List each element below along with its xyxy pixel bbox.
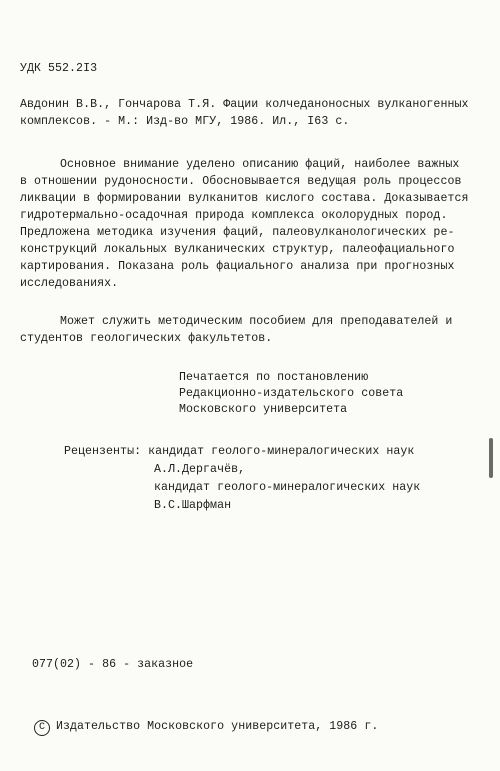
usage-note-line-2: студентов геологических факультетов. (20, 332, 273, 345)
abstract-line: конструкций локальных вулканических структур, палеофациального (20, 243, 455, 256)
reviewers-line-3: кандидат геолого-минералогических наук (154, 481, 421, 494)
publication-approval-line-3: Московского университета (179, 403, 348, 416)
publication-approval-line-1: Печатается по постановлению (179, 371, 369, 384)
abstract-line: гидротермально-осадочная природа комплекса околорудных пород. (20, 209, 448, 222)
abstract-line: исследованиях. (20, 277, 119, 290)
scan-mark (489, 438, 493, 478)
abstract-line: Предложена методика изучения фаций, палеовулканологических ре- (20, 226, 455, 239)
abstract-line: в отношении рудоносности. Обосновывается ведущая роль процессов (20, 175, 462, 188)
reviewer-name-1: А.Л.Дергачёв, (154, 463, 246, 476)
copyright-icon: C (34, 720, 50, 736)
order-code: 077(02) - 86 - заказное (32, 658, 194, 671)
abstract-line: картирования. Показана роль фациального анализа при прогнозных (20, 260, 455, 273)
bibliographic-line-1: Авдонин В.В., Гончарова Т.Я. Фации колчеданоносных вулканогенных (20, 98, 469, 111)
publication-approval-line-2: Редакционно-издательского совета (179, 387, 404, 400)
reviewers-line-1: Рецензенты: кандидат геолого-минералогических наук (64, 445, 415, 458)
abstract-line: ликвации в формировании вулканитов кислого состава. Доказывается (20, 192, 469, 205)
usage-note-line-1: Может служить методическим пособием для преподавателей и (60, 315, 453, 328)
reviewer-name-2: В.С.Шарфман (154, 499, 232, 512)
abstract-line: Основное внимание уделено описанию фаций, наиболее важных (60, 158, 460, 171)
copyright-text: Издательство Московского университета, 1986 г. (56, 720, 379, 733)
udk-code: УДК 552.2I3 (20, 62, 98, 75)
bibliographic-line-2: комплексов. - М.: Изд-во МГУ, 1986. Ил., I63 с. (20, 115, 350, 128)
